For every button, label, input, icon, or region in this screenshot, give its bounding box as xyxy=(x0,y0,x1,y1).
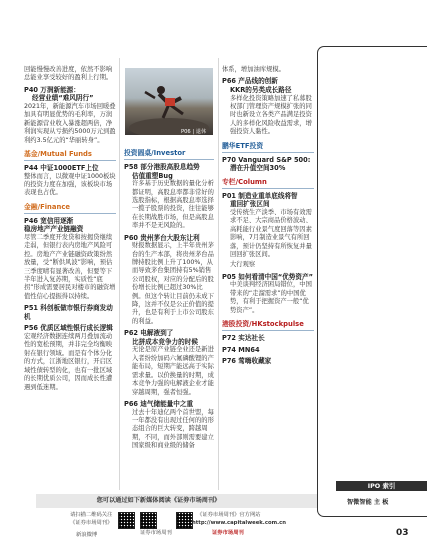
toc-entry-p46[interactable]: P46 宽信用逐渐 稳房地产产业链融资 xyxy=(24,216,84,234)
toc-summary: 宏观经济数据连续两月叠加流动性的宽松预期，并非完全均衡映射在银行领域。而是有个体分化的方式，江浙地区银行，开启区域性债转型的化，也有一批区域的长期优质公司，因而成长性遭遇到低迷期。 xyxy=(24,333,113,391)
toc-summary: 尽管二季度开发贷和按揭贷继续走弱，但银行表内房地产风险可控。房地产产业链融资政策纷然放量，受“断供风波”影响，预估三季度晴有显著改善，但要等下半年进入复苏期，实质性“底拐”形成需要居民对楼市的融资增值性信心提振得以持续。 xyxy=(24,234,116,300)
ipo-index-entry[interactable]: 智微智能 主 板 xyxy=(347,499,389,506)
toc-entry-p40[interactable]: P40 万润新能源： 经营业绩“难风阴行” xyxy=(24,85,94,103)
weibo-label: 新浪微博 xyxy=(76,532,98,538)
section-finance: 金融/Finance xyxy=(24,202,116,214)
toc-summary: 财报数据显示，上半年贵州茅台的生产本部，将贵州茅台品牌持股比例上升了100%，从而导致茅台集团持有5%销售公司股权，对应的分配后的股份增长比例已超过30%比例。但这个转让目前仍未成下降，这并不仅是公正价值的提升，也是有利于上市公司股东的利益。 xyxy=(132,242,214,325)
toc-summary: 整体而言，以微观中证1000板块的投资力度在加强，该板块市场表现也占优。 xyxy=(24,172,116,197)
section-mutual-funds: 基金/Mutual Funds xyxy=(24,149,116,161)
toc-entry-p44[interactable]: P44 中证1000ETF上位 xyxy=(24,164,99,173)
qr-prompt: 请扫描二维码关注 xyxy=(70,512,113,518)
toc-entry-p66[interactable]: P66 迪气储能量中之重 xyxy=(124,399,194,408)
carryover-text: 体系，增加油库规模。 xyxy=(222,66,285,73)
qr-code-icon[interactable] xyxy=(176,512,193,529)
brand-logo: 证券市场周刊 xyxy=(212,530,244,536)
toc-entry-p60[interactable]: P60 贵州茅台大股东让利 xyxy=(124,233,200,242)
qr-code-icon[interactable] xyxy=(118,512,135,529)
section-hk-stock: 港股投资/HKstockpulse xyxy=(222,319,314,331)
toc-entry-p76[interactable]: P76 莺嗨收藏家 xyxy=(222,357,272,366)
intro-text: 回能慢慢改善进度，依然不影响总能业享受较好的盈利上行期。 xyxy=(24,66,113,82)
qr-code-icon[interactable] xyxy=(140,512,157,529)
toc-entry-p66b[interactable]: P66 产品线的创新 KKR的另类成长路径 xyxy=(222,77,292,94)
toc-summary: 2021年，新能源汽车市场回暖叠加具有明显优势的毛利率，万润新能源营业收入暴涨超两倍，净利润实现从亏损约5000万元到盈利约3.5亿元的“华丽转身”。 xyxy=(24,103,116,144)
section-investor: 投资圆桌/Investor xyxy=(124,148,214,160)
toc-entry-p01[interactable]: P01 制造业重单底线将智 重回扩张区间 xyxy=(222,191,298,209)
sidebar-frame xyxy=(317,46,427,517)
toc-entry-p72[interactable]: P72 实达社长 xyxy=(222,334,265,343)
column-author: 大行观察 xyxy=(230,261,256,269)
toc-entry-p51[interactable]: P51 科创板做市银行券商发动机 xyxy=(24,304,113,321)
toc-summary: 许多基于历史数据的量化分析都证明，高股息率都非常好的选股指标，根据高股息率选择一揽子股票的投资，往往能够在长期战胜市场，但是高股息率并不是无风险的。 xyxy=(132,180,214,230)
toc-entry-p62[interactable]: P62 电解液到了 比拼成本竞争力的时候 xyxy=(124,329,198,346)
toc-entry-p56[interactable]: P56 优质区域性银行成长逻辑 xyxy=(24,324,113,333)
toc-entry-p05[interactable]: P05 如何看清中国“优势资产” xyxy=(222,272,313,281)
section-etf: 鹏华ETF投资 xyxy=(222,141,314,153)
site-url[interactable]: http://www.capitalweek.com.cn xyxy=(192,520,287,526)
toc-summary: 受传统生产淡季、市场有效需求不足、大宗商品价格波动、高耗能行业景气度回落等因素影响，7月制造业景气有所回落，预计仍坚持有所恢复并量回回扩张区间。 xyxy=(230,209,312,259)
toc-column-3 xyxy=(222,66,314,366)
toc-summary: 多样化投资策略加速了私募股权部门管理资产规模扩张的同时也新设立各类产品满足投资人的多样化风险收益需求，增强投资人黏性。 xyxy=(230,94,312,136)
toc-summary: 中美谈判经济困局错位，中国带来的“走溜需求”的中国优势，有利于把握资产一般“优势资产”。 xyxy=(230,281,312,314)
toc-column-1 xyxy=(24,66,116,392)
toc-entry-p74[interactable]: P74 MN64 xyxy=(222,345,260,354)
toc-entry-p58[interactable]: P58 部分港股高股息趋势 估值重塑Bug xyxy=(124,163,200,180)
toc-entry-p70[interactable]: P70 Vanguard S&P 500: 潜在升值空间30% xyxy=(222,155,311,173)
site-label: 《证券市场周刊》官方网站 xyxy=(197,512,261,518)
page-number: 03 xyxy=(396,528,409,538)
column-divider xyxy=(218,58,219,490)
footer-banner: 您可以通过如下新媒体阅读《证券市场周刊》 xyxy=(96,497,221,504)
qr-prompt-title: 《证券市场周刊》 xyxy=(70,520,113,526)
toc-summary: 过去十年迪亿两个首世盟，每一年都没有出现过任何的的形态组合的巨大转变，跨越周期，不同，而外部则需要建立国家级和商业级的储备 xyxy=(132,408,214,450)
cover-photo xyxy=(125,68,213,135)
app-label: 证券市场周刊 xyxy=(140,530,172,536)
toc-column-2 xyxy=(124,144,214,451)
photo-caption: P06 | 退休 xyxy=(181,129,207,135)
section-column: 专栏/Column xyxy=(222,177,314,189)
column-divider xyxy=(119,58,120,490)
toc-summary: 无论是原产业链全业还是新进入者纷纷加码六氟磷酸锂的产能布局，短期产能远高于实际需求量。以价换量的时期，成本竞争力强的电解液企业才能穿越周期，强者恒强。 xyxy=(132,346,214,396)
ipo-index-label: IPO 索引 xyxy=(336,481,427,491)
person-jumping-image xyxy=(125,68,213,135)
